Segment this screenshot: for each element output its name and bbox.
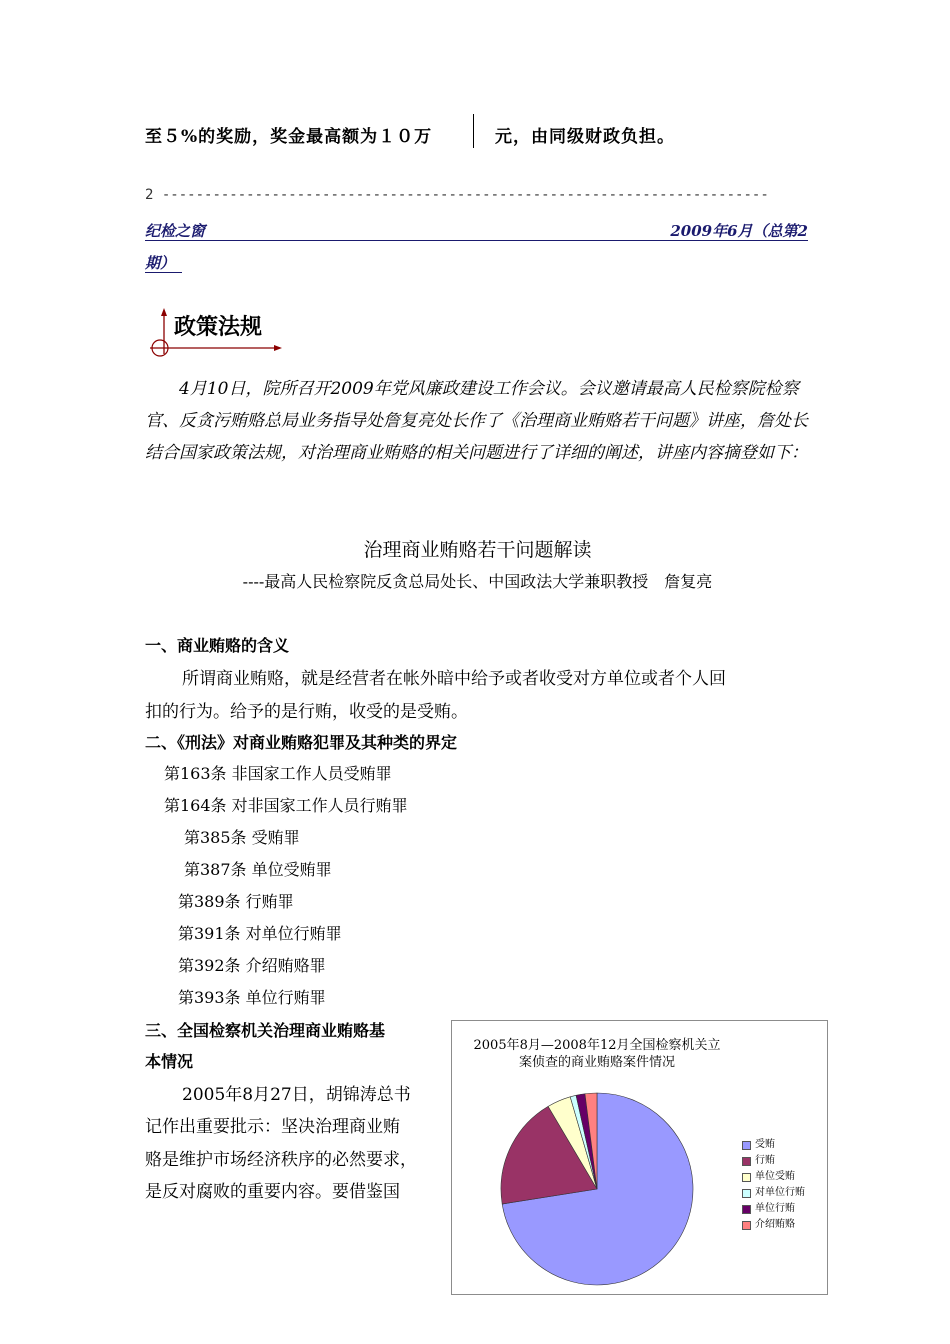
legend-label-3: 对单位行贿 <box>755 1187 805 1198</box>
paragraph-3-line-4: 是反对腐败的重要内容。要借鉴国 <box>145 1182 400 1202</box>
article-title: 治理商业贿赂若干问题解读 <box>363 539 592 561</box>
paragraph-1-line-2: 扣的行为。给予的是行贿，收受的是受贿。 <box>145 702 468 722</box>
legend-label-1: 行贿 <box>755 1155 775 1166</box>
legend-label-0: 受贿 <box>755 1139 775 1150</box>
pie-plot <box>492 1089 702 1289</box>
law-article-387: 第387条 单位受贿罪 <box>184 860 332 879</box>
page-number: 2 <box>145 187 154 203</box>
paragraph-3-line-3: 赂是维护市场经济秩序的必然要求， <box>145 1150 417 1170</box>
page-break-line <box>145 187 769 203</box>
legend-item-1 <box>742 1153 822 1169</box>
dash-rule: ------------------------------------------------------------------------ <box>161 187 769 203</box>
section-title: 政策法规 <box>174 315 263 340</box>
pie-chart <box>451 1020 828 1295</box>
header-publication-name: 纪检之窗 <box>145 222 206 240</box>
legend-item-2 <box>742 1169 822 1185</box>
law-article-392: 第392条 介绍贿赂罪 <box>178 956 326 975</box>
legend-swatch-3 <box>742 1189 751 1198</box>
legend-item-5 <box>742 1217 822 1233</box>
text-cursor-bar <box>473 114 474 148</box>
legend-item-0 <box>742 1137 822 1153</box>
legend-item-4 <box>742 1201 822 1217</box>
heading-3-line-2: 本情况 <box>145 1052 194 1071</box>
legend-swatch-4 <box>742 1205 751 1214</box>
paragraph-1-line-1: 所谓商业贿赂，就是经营者在帐外暗中给予或者收受对方单位或者个人回 <box>182 669 726 689</box>
legend-swatch-1 <box>742 1157 751 1166</box>
paragraph-3-line-2: 记作出重要批示：坚决治理商业贿 <box>145 1117 400 1137</box>
top-text-fragment <box>145 122 675 147</box>
chart-title <box>452 1037 742 1071</box>
heading-3-line-1: 三、全国检察机关治理商业贿赂基 <box>145 1021 386 1040</box>
paragraph-3-line-1: 2005年8月27日，胡锦涛总书 <box>182 1085 411 1105</box>
heading-1: 一、商业贿赂的含义 <box>145 636 290 655</box>
law-article-163: 第163条 非国家工作人员受贿罪 <box>164 764 392 783</box>
legend-label-2: 单位受贿 <box>755 1171 795 1182</box>
chart-legend <box>742 1137 822 1233</box>
legend-swatch-5 <box>742 1221 751 1230</box>
law-article-164: 第164条 对非国家工作人员行贿罪 <box>164 796 408 815</box>
law-article-393: 第393条 单位行贿罪 <box>178 988 326 1007</box>
header-issue-date: 2009年6月（总第2 <box>670 222 808 240</box>
law-article-389: 第389条 行贿罪 <box>178 892 294 911</box>
heading-2: 二、《刑法》对商业贿赂犯罪及其种类的界定 <box>145 733 458 752</box>
chart-title-line-2: 案侦查的商业贿赂案件情况 <box>518 1055 675 1070</box>
legend-label-5: 介绍贿赂 <box>755 1219 795 1230</box>
article-subtitle: ----最高人民检察院反贪总局处长、中国政法大学兼职教授 詹复亮 <box>242 572 713 591</box>
chart-title-line-1: 2005年8月—2008年12月全国检察机关立 <box>473 1038 721 1053</box>
header-rule <box>145 240 808 241</box>
law-article-391: 第391条 对单位行贿罪 <box>178 924 342 943</box>
header-rule-short <box>145 272 182 273</box>
legend-item-3 <box>742 1185 822 1201</box>
legend-swatch-0 <box>742 1141 751 1150</box>
top-text-left: 至５%的奖励，奖金最高额为１０万 <box>145 127 433 147</box>
top-text-right: 元，由同级财政负担。 <box>495 127 675 147</box>
intro-paragraph: 4月10日，院所召开2009年党风廉政建设工作会议。会议邀请最高人民检察院检察官、反贪污贿赂总局业务指导处詹复亮处长作了《治理商业贿赂若干问题》讲座，詹处长结合国家政策法规，对治理商业贿赂的相关问题进行了详细的阐述，讲座内容摘登如下： <box>145 379 808 463</box>
legend-swatch-2 <box>742 1173 751 1182</box>
law-article-385: 第385条 受贿罪 <box>184 828 300 847</box>
header-issue-cont: 期） <box>145 254 176 272</box>
legend-label-4: 单位行贿 <box>755 1203 795 1214</box>
